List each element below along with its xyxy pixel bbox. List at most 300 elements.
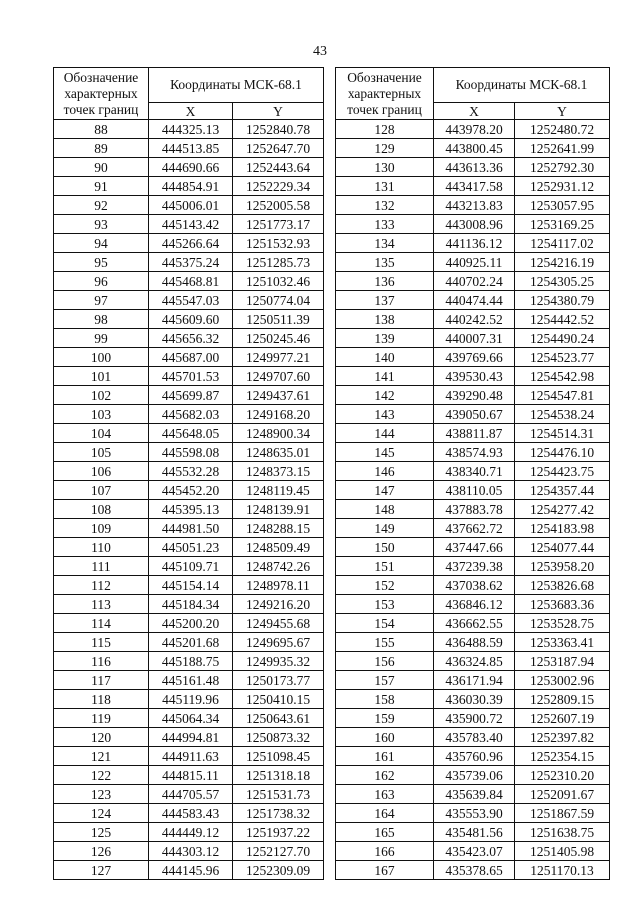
x-coordinate-cell: 445395.13 — [149, 500, 233, 519]
point-number-cell: 132 — [336, 196, 434, 215]
x-coordinate-cell: 439050.67 — [434, 405, 515, 424]
point-number-cell: 145 — [336, 443, 434, 462]
y-coordinate-cell: 1254305.25 — [515, 272, 610, 291]
y-coordinate-cell: 1253363.41 — [515, 633, 610, 652]
coordinates-table-right — [335, 67, 610, 880]
point-number-cell: 139 — [336, 329, 434, 348]
x-coordinate-cell: 435423.07 — [434, 842, 515, 861]
table-row — [336, 139, 610, 158]
table-row — [336, 234, 610, 253]
table-row — [336, 804, 610, 823]
y-coordinate-cell: 1250643.61 — [233, 709, 324, 728]
point-number-cell: 92 — [54, 196, 149, 215]
y-coordinate-cell: 1249707.60 — [233, 367, 324, 386]
table-row — [54, 595, 324, 614]
table-row — [336, 272, 610, 291]
point-number-cell: 167 — [336, 861, 434, 880]
coordinates-table-left — [53, 67, 324, 880]
x-coordinate-cell: 435900.72 — [434, 709, 515, 728]
table-row — [54, 310, 324, 329]
point-number-cell: 140 — [336, 348, 434, 367]
point-number-cell: 111 — [54, 557, 149, 576]
table-row — [54, 690, 324, 709]
table-row — [54, 576, 324, 595]
x-coordinate-cell: 444513.85 — [149, 139, 233, 158]
x-coordinate-cell: 436324.85 — [434, 652, 515, 671]
table-row — [54, 386, 324, 405]
table-row — [336, 690, 610, 709]
x-coordinate-cell: 445468.81 — [149, 272, 233, 291]
table-row — [54, 766, 324, 785]
table-row — [54, 215, 324, 234]
table-row — [54, 462, 324, 481]
table-row — [54, 785, 324, 804]
table-row — [54, 253, 324, 272]
y-coordinate-cell: 1253002.96 — [515, 671, 610, 690]
table-row — [54, 538, 324, 557]
y-column-header: Y — [515, 103, 610, 120]
point-number-cell: 128 — [336, 120, 434, 139]
y-coordinate-cell: 1252931.12 — [515, 177, 610, 196]
x-coordinate-cell: 444854.91 — [149, 177, 233, 196]
y-coordinate-cell: 1249455.68 — [233, 614, 324, 633]
x-coordinate-cell: 438574.93 — [434, 443, 515, 462]
table-row — [54, 348, 324, 367]
table-row — [54, 234, 324, 253]
x-coordinate-cell: 437239.38 — [434, 557, 515, 576]
point-number-cell: 155 — [336, 633, 434, 652]
table-row — [336, 861, 610, 880]
table-row — [336, 766, 610, 785]
y-coordinate-cell: 1252310.20 — [515, 766, 610, 785]
table-row — [336, 405, 610, 424]
table-row — [336, 728, 610, 747]
y-coordinate-cell: 1251170.13 — [515, 861, 610, 880]
table-row — [54, 139, 324, 158]
y-coordinate-cell: 1254077.44 — [515, 538, 610, 557]
table-row — [336, 595, 610, 614]
x-coordinate-cell: 435378.65 — [434, 861, 515, 880]
y-coordinate-cell: 1250873.32 — [233, 728, 324, 747]
y-coordinate-cell: 1252443.64 — [233, 158, 324, 177]
table-row — [54, 329, 324, 348]
y-coordinate-cell: 1250245.46 — [233, 329, 324, 348]
x-coordinate-cell: 444981.50 — [149, 519, 233, 538]
x-coordinate-cell: 436662.55 — [434, 614, 515, 633]
point-number-cell: 102 — [54, 386, 149, 405]
table-row — [54, 481, 324, 500]
x-coordinate-cell: 445119.96 — [149, 690, 233, 709]
y-coordinate-cell: 1250774.04 — [233, 291, 324, 310]
x-coordinate-cell: 445200.20 — [149, 614, 233, 633]
y-coordinate-cell: 1253826.68 — [515, 576, 610, 595]
y-coordinate-cell: 1249168.20 — [233, 405, 324, 424]
y-coordinate-cell: 1252641.99 — [515, 139, 610, 158]
point-number-cell: 100 — [54, 348, 149, 367]
y-coordinate-cell: 1254183.98 — [515, 519, 610, 538]
point-number-cell: 144 — [336, 424, 434, 443]
table-row — [336, 291, 610, 310]
table-row — [336, 348, 610, 367]
y-coordinate-cell: 1252840.78 — [233, 120, 324, 139]
x-coordinate-cell: 435760.96 — [434, 747, 515, 766]
x-coordinate-cell: 444325.13 — [149, 120, 233, 139]
x-coordinate-cell: 437038.62 — [434, 576, 515, 595]
point-number-cell: 142 — [336, 386, 434, 405]
y-coordinate-cell: 1252091.67 — [515, 785, 610, 804]
x-coordinate-cell: 445687.00 — [149, 348, 233, 367]
table-row — [336, 196, 610, 215]
table-row — [336, 443, 610, 462]
table-row — [336, 253, 610, 272]
x-coordinate-cell: 443800.45 — [434, 139, 515, 158]
point-number-cell: 134 — [336, 234, 434, 253]
point-number-cell: 91 — [54, 177, 149, 196]
x-coordinate-cell: 445375.24 — [149, 253, 233, 272]
y-coordinate-cell: 1251937.22 — [233, 823, 324, 842]
table-row — [336, 842, 610, 861]
table-row — [54, 842, 324, 861]
point-number-cell: 89 — [54, 139, 149, 158]
table-row — [336, 424, 610, 443]
x-coordinate-cell: 445201.68 — [149, 633, 233, 652]
point-number-cell: 119 — [54, 709, 149, 728]
y-coordinate-cell: 1254547.81 — [515, 386, 610, 405]
point-number-cell: 129 — [336, 139, 434, 158]
table-row — [336, 215, 610, 234]
point-number-cell: 103 — [54, 405, 149, 424]
y-coordinate-cell: 1254523.77 — [515, 348, 610, 367]
table-row — [54, 424, 324, 443]
x-coordinate-cell: 437447.66 — [434, 538, 515, 557]
x-coordinate-cell: 438811.87 — [434, 424, 515, 443]
point-number-cell: 156 — [336, 652, 434, 671]
x-coordinate-cell: 445699.87 — [149, 386, 233, 405]
page-number: 43 — [313, 44, 327, 59]
point-number-cell: 137 — [336, 291, 434, 310]
x-coordinate-cell: 445109.71 — [149, 557, 233, 576]
point-number-cell: 157 — [336, 671, 434, 690]
table-row — [336, 177, 610, 196]
y-coordinate-cell: 1254357.44 — [515, 481, 610, 500]
point-number-cell: 131 — [336, 177, 434, 196]
y-coordinate-cell: 1253683.36 — [515, 595, 610, 614]
y-coordinate-cell: 1252229.34 — [233, 177, 324, 196]
y-column-header: Y — [233, 103, 324, 120]
point-number-cell: 163 — [336, 785, 434, 804]
x-coordinate-cell: 445532.28 — [149, 462, 233, 481]
point-number-cell: 104 — [54, 424, 149, 443]
x-coordinate-cell: 445682.03 — [149, 405, 233, 424]
point-number-cell: 125 — [54, 823, 149, 842]
table-row — [54, 804, 324, 823]
y-coordinate-cell: 1252792.30 — [515, 158, 610, 177]
y-coordinate-cell: 1252607.19 — [515, 709, 610, 728]
x-coordinate-cell: 443978.20 — [434, 120, 515, 139]
table-row — [336, 367, 610, 386]
table-row — [54, 728, 324, 747]
table-row — [336, 120, 610, 139]
point-label-header: Обозначение характерных точек границ — [54, 68, 149, 120]
y-coordinate-cell: 1254277.42 — [515, 500, 610, 519]
point-number-cell: 120 — [54, 728, 149, 747]
point-number-cell: 136 — [336, 272, 434, 291]
point-number-cell: 114 — [54, 614, 149, 633]
y-coordinate-cell: 1253169.25 — [515, 215, 610, 234]
y-coordinate-cell: 1248978.11 — [233, 576, 324, 595]
y-coordinate-cell: 1252309.09 — [233, 861, 324, 880]
y-coordinate-cell: 1252127.70 — [233, 842, 324, 861]
x-coordinate-cell: 445161.48 — [149, 671, 233, 690]
table-row — [336, 557, 610, 576]
point-number-cell: 126 — [54, 842, 149, 861]
table-row — [54, 557, 324, 576]
y-coordinate-cell: 1253958.20 — [515, 557, 610, 576]
point-number-cell: 96 — [54, 272, 149, 291]
point-number-cell: 90 — [54, 158, 149, 177]
point-number-cell: 94 — [54, 234, 149, 253]
point-number-cell: 105 — [54, 443, 149, 462]
point-number-cell: 93 — [54, 215, 149, 234]
x-coordinate-cell: 445598.08 — [149, 443, 233, 462]
point-number-cell: 127 — [54, 861, 149, 880]
x-coordinate-cell: 443008.96 — [434, 215, 515, 234]
x-coordinate-cell: 445547.03 — [149, 291, 233, 310]
x-coordinate-cell: 435481.56 — [434, 823, 515, 842]
table-row — [54, 367, 324, 386]
y-coordinate-cell: 1250173.77 — [233, 671, 324, 690]
x-coordinate-cell: 436488.59 — [434, 633, 515, 652]
point-number-cell: 153 — [336, 595, 434, 614]
table-row — [336, 785, 610, 804]
point-number-cell: 117 — [54, 671, 149, 690]
y-coordinate-cell: 1249977.21 — [233, 348, 324, 367]
point-number-cell: 133 — [336, 215, 434, 234]
y-coordinate-cell: 1252809.15 — [515, 690, 610, 709]
point-number-cell: 107 — [54, 481, 149, 500]
x-coordinate-cell: 444449.12 — [149, 823, 233, 842]
x-coordinate-cell: 438110.05 — [434, 481, 515, 500]
point-number-cell: 116 — [54, 652, 149, 671]
table-row — [336, 500, 610, 519]
table-row — [54, 177, 324, 196]
x-coordinate-cell: 445648.05 — [149, 424, 233, 443]
table-row — [54, 500, 324, 519]
x-coordinate-cell: 435639.84 — [434, 785, 515, 804]
x-coordinate-cell: 436846.12 — [434, 595, 515, 614]
point-number-cell: 146 — [336, 462, 434, 481]
x-coordinate-cell: 444583.43 — [149, 804, 233, 823]
coordinates-header: Координаты МСК-68.1 — [149, 68, 324, 103]
table-row — [54, 519, 324, 538]
point-number-cell: 164 — [336, 804, 434, 823]
y-coordinate-cell: 1248900.34 — [233, 424, 324, 443]
y-coordinate-cell: 1251285.73 — [233, 253, 324, 272]
point-label-header: Обозначение характерных точек границ — [336, 68, 434, 120]
x-coordinate-cell: 437883.78 — [434, 500, 515, 519]
y-coordinate-cell: 1248509.49 — [233, 538, 324, 557]
point-number-cell: 138 — [336, 310, 434, 329]
x-coordinate-cell: 443213.83 — [434, 196, 515, 215]
table-row — [336, 462, 610, 481]
y-coordinate-cell: 1251867.59 — [515, 804, 610, 823]
y-coordinate-cell: 1254542.98 — [515, 367, 610, 386]
point-number-cell: 166 — [336, 842, 434, 861]
table-row — [54, 614, 324, 633]
x-coordinate-cell: 444303.12 — [149, 842, 233, 861]
table-row — [54, 405, 324, 424]
y-coordinate-cell: 1249437.61 — [233, 386, 324, 405]
table-row — [336, 481, 610, 500]
y-coordinate-cell: 1250511.39 — [233, 310, 324, 329]
point-number-cell: 101 — [54, 367, 149, 386]
table-row — [336, 823, 610, 842]
x-coordinate-cell: 438340.71 — [434, 462, 515, 481]
table-row — [336, 538, 610, 557]
x-coordinate-cell: 444911.63 — [149, 747, 233, 766]
y-coordinate-cell: 1251032.46 — [233, 272, 324, 291]
x-coordinate-cell: 435739.06 — [434, 766, 515, 785]
point-number-cell: 97 — [54, 291, 149, 310]
x-coordinate-cell: 439530.43 — [434, 367, 515, 386]
point-number-cell: 115 — [54, 633, 149, 652]
x-coordinate-cell: 443417.58 — [434, 177, 515, 196]
y-coordinate-cell: 1248373.15 — [233, 462, 324, 481]
y-coordinate-cell: 1251098.45 — [233, 747, 324, 766]
table-row — [336, 329, 610, 348]
y-coordinate-cell: 1253187.94 — [515, 652, 610, 671]
point-number-cell: 141 — [336, 367, 434, 386]
table-row — [336, 386, 610, 405]
x-coordinate-cell: 440242.52 — [434, 310, 515, 329]
x-coordinate-cell: 440925.11 — [434, 253, 515, 272]
point-number-cell: 121 — [54, 747, 149, 766]
x-coordinate-cell: 445656.32 — [149, 329, 233, 348]
x-coordinate-cell: 441136.12 — [434, 234, 515, 253]
point-number-cell: 148 — [336, 500, 434, 519]
point-number-cell: 152 — [336, 576, 434, 595]
y-coordinate-cell: 1254476.10 — [515, 443, 610, 462]
x-coordinate-cell: 445266.64 — [149, 234, 233, 253]
table-row — [54, 158, 324, 177]
x-coordinate-cell: 445154.14 — [149, 576, 233, 595]
x-coordinate-cell: 445006.01 — [149, 196, 233, 215]
point-number-cell: 154 — [336, 614, 434, 633]
y-coordinate-cell: 1252354.15 — [515, 747, 610, 766]
x-coordinate-cell: 444690.66 — [149, 158, 233, 177]
y-coordinate-cell: 1253528.75 — [515, 614, 610, 633]
y-coordinate-cell: 1249695.67 — [233, 633, 324, 652]
x-coordinate-cell: 444815.11 — [149, 766, 233, 785]
table-row — [336, 709, 610, 728]
y-coordinate-cell: 1251532.93 — [233, 234, 324, 253]
x-coordinate-cell: 443613.36 — [434, 158, 515, 177]
x-column-header: X — [149, 103, 233, 120]
y-coordinate-cell: 1248119.45 — [233, 481, 324, 500]
point-number-cell: 135 — [336, 253, 434, 272]
table-row — [54, 823, 324, 842]
x-coordinate-cell: 445452.20 — [149, 481, 233, 500]
point-number-cell: 124 — [54, 804, 149, 823]
point-number-cell: 147 — [336, 481, 434, 500]
point-number-cell: 95 — [54, 253, 149, 272]
y-coordinate-cell: 1251405.98 — [515, 842, 610, 861]
x-coordinate-cell: 445051.23 — [149, 538, 233, 557]
x-coordinate-cell: 445188.75 — [149, 652, 233, 671]
x-column-header: X — [434, 103, 515, 120]
x-coordinate-cell: 445609.60 — [149, 310, 233, 329]
y-coordinate-cell: 1254423.75 — [515, 462, 610, 481]
coordinates-header: Координаты МСК-68.1 — [434, 68, 610, 103]
x-coordinate-cell: 436171.94 — [434, 671, 515, 690]
point-number-cell: 98 — [54, 310, 149, 329]
y-coordinate-cell: 1254490.24 — [515, 329, 610, 348]
x-coordinate-cell: 445064.34 — [149, 709, 233, 728]
y-coordinate-cell: 1249216.20 — [233, 595, 324, 614]
point-number-cell: 162 — [336, 766, 434, 785]
table-row — [54, 652, 324, 671]
y-coordinate-cell: 1254380.79 — [515, 291, 610, 310]
x-coordinate-cell: 436030.39 — [434, 690, 515, 709]
point-number-cell: 130 — [336, 158, 434, 177]
x-coordinate-cell: 444994.81 — [149, 728, 233, 747]
point-number-cell: 165 — [336, 823, 434, 842]
table-row — [54, 196, 324, 215]
table-row — [54, 120, 324, 139]
table-row — [336, 652, 610, 671]
table-row — [54, 861, 324, 880]
x-coordinate-cell: 435553.90 — [434, 804, 515, 823]
point-number-cell: 150 — [336, 538, 434, 557]
x-coordinate-cell: 444705.57 — [149, 785, 233, 804]
y-coordinate-cell: 1252005.58 — [233, 196, 324, 215]
point-number-cell: 108 — [54, 500, 149, 519]
y-coordinate-cell: 1250410.15 — [233, 690, 324, 709]
point-number-cell: 122 — [54, 766, 149, 785]
x-coordinate-cell: 445701.53 — [149, 367, 233, 386]
point-number-cell: 113 — [54, 595, 149, 614]
x-coordinate-cell: 445184.34 — [149, 595, 233, 614]
x-coordinate-cell: 440007.31 — [434, 329, 515, 348]
y-coordinate-cell: 1254514.31 — [515, 424, 610, 443]
table-row — [336, 158, 610, 177]
point-number-cell: 88 — [54, 120, 149, 139]
table-row — [336, 747, 610, 766]
table-row — [336, 614, 610, 633]
y-coordinate-cell: 1248635.01 — [233, 443, 324, 462]
table-row — [54, 671, 324, 690]
y-coordinate-cell: 1248742.26 — [233, 557, 324, 576]
table-row — [336, 576, 610, 595]
table-row — [54, 291, 324, 310]
point-number-cell: 158 — [336, 690, 434, 709]
point-number-cell: 160 — [336, 728, 434, 747]
table-row — [336, 310, 610, 329]
x-coordinate-cell: 445143.42 — [149, 215, 233, 234]
y-coordinate-cell: 1254117.02 — [515, 234, 610, 253]
x-coordinate-cell: 440474.44 — [434, 291, 515, 310]
x-coordinate-cell: 440702.24 — [434, 272, 515, 291]
point-number-cell: 161 — [336, 747, 434, 766]
y-coordinate-cell: 1252647.70 — [233, 139, 324, 158]
table-row — [54, 709, 324, 728]
table-row — [54, 443, 324, 462]
point-number-cell: 106 — [54, 462, 149, 481]
y-coordinate-cell: 1254216.19 — [515, 253, 610, 272]
y-coordinate-cell: 1253057.95 — [515, 196, 610, 215]
point-number-cell: 149 — [336, 519, 434, 538]
x-coordinate-cell: 439769.66 — [434, 348, 515, 367]
